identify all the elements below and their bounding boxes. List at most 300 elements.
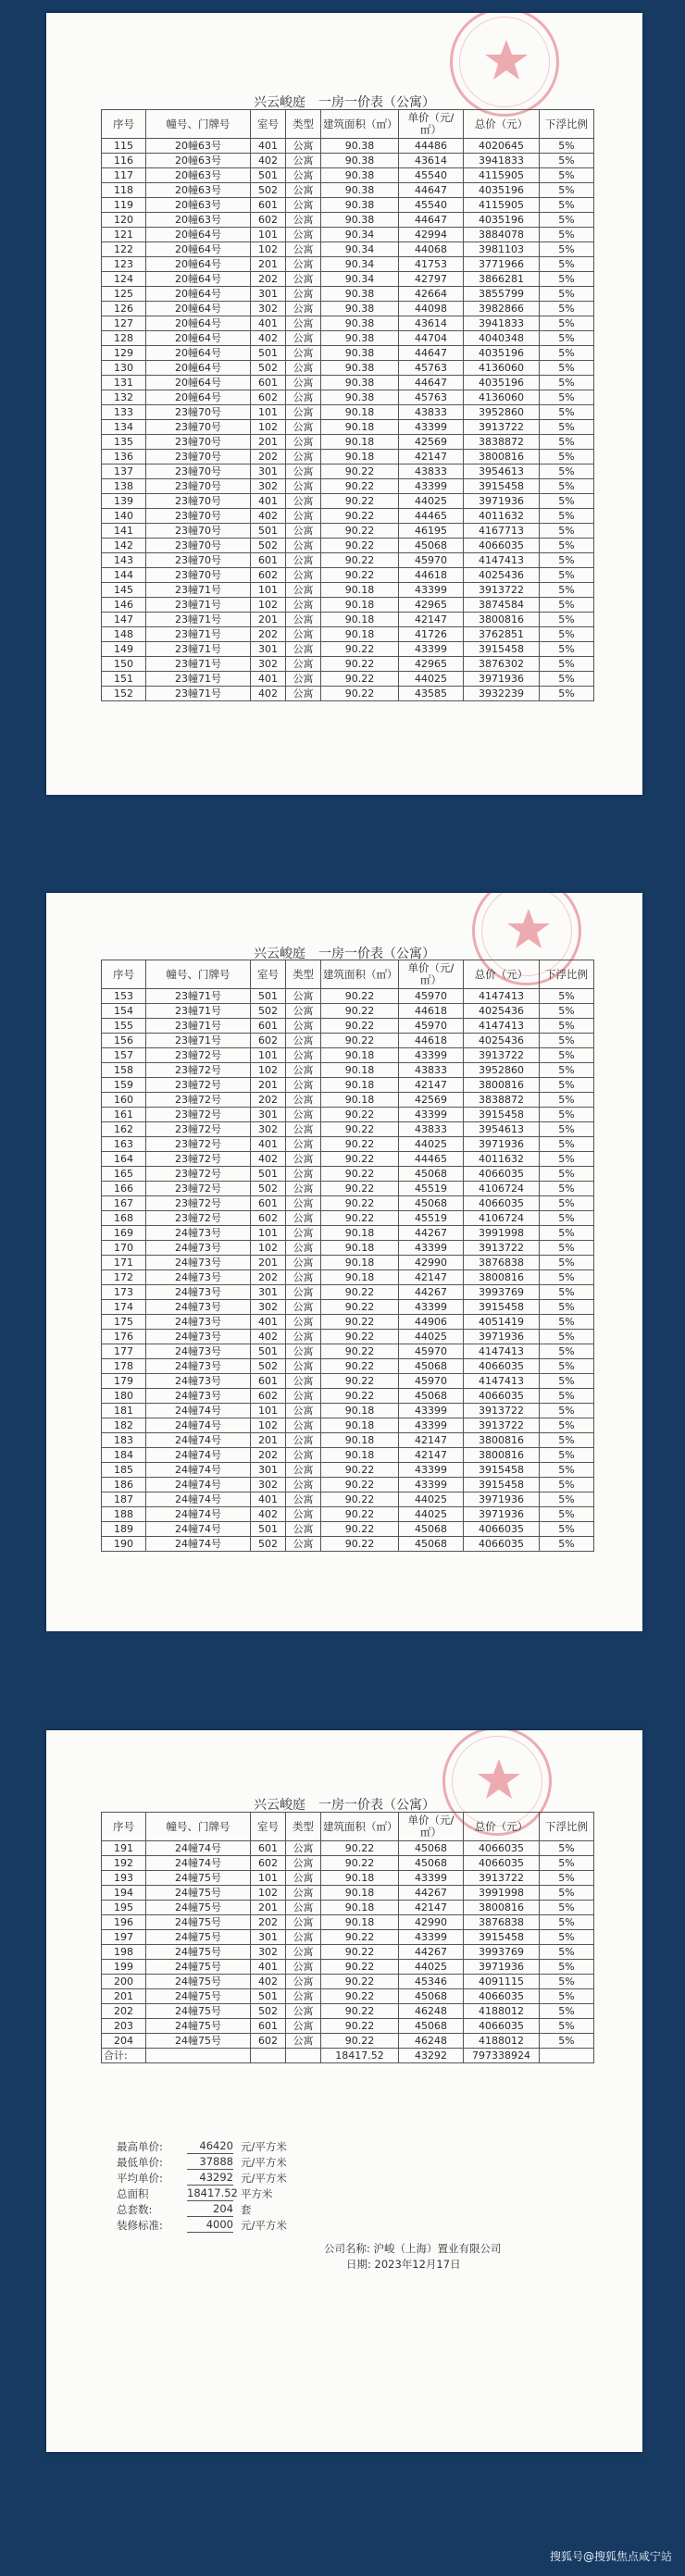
cell-seq: 169 (102, 1226, 146, 1241)
cell-type: 公寓 (286, 1182, 321, 1196)
cell-discount: 5% (540, 1989, 594, 2004)
cell-seq: 137 (102, 464, 146, 479)
cell-building: 23幢72号 (146, 1048, 251, 1063)
cell-room: 302 (251, 1300, 286, 1315)
cell-total-price: 4147413 (464, 1344, 540, 1359)
cell-building: 24幢74号 (146, 1463, 251, 1478)
header-seq: 序号 (102, 960, 146, 989)
cell-unit-price: 43614 (399, 316, 464, 331)
cell-type: 公寓 (286, 989, 321, 1004)
cell-unit-price: 44486 (399, 139, 464, 154)
cell-area: 90.22 (321, 1122, 399, 1137)
cell-seq: 155 (102, 1019, 146, 1034)
cell-seq: 148 (102, 627, 146, 642)
cell-room: 302 (251, 1122, 286, 1137)
cell-building: 23幢71号 (146, 642, 251, 657)
table-row (102, 361, 594, 376)
cell-total-price: 4066035 (464, 1522, 540, 1537)
cell-discount: 5% (540, 390, 594, 405)
cell-unit-price: 45068 (399, 1537, 464, 1552)
cell-seq: 198 (102, 1945, 146, 1960)
cell-unit-price: 42965 (399, 657, 464, 672)
cell-total-price: 3991998 (464, 1886, 540, 1901)
header-area: 建筑面积（㎡） (321, 1813, 399, 1841)
cell-seq: 128 (102, 331, 146, 346)
cell-discount: 5% (540, 1152, 594, 1167)
cell-area: 90.22 (321, 1211, 399, 1226)
cell-type: 公寓 (286, 1478, 321, 1492)
cell-discount: 5% (540, 1063, 594, 1078)
cell-discount: 5% (540, 1211, 594, 1226)
cell-room: 602 (251, 390, 286, 405)
cell-total-price: 3952860 (464, 405, 540, 420)
cell-seq: 157 (102, 1048, 146, 1063)
table-row (102, 242, 594, 257)
cell-area: 90.18 (321, 1418, 399, 1433)
cell-total-price: 4035196 (464, 183, 540, 198)
cell-type: 公寓 (286, 1034, 321, 1048)
cell-type: 公寓 (286, 420, 321, 435)
cell-discount: 5% (540, 450, 594, 464)
cell-building: 20幢63号 (146, 168, 251, 183)
cell-total-price: 4066035 (464, 1856, 540, 1871)
table-row (102, 2019, 594, 2034)
cell-area: 90.22 (321, 509, 399, 524)
cell-room: 501 (251, 1344, 286, 1359)
cell-room: 602 (251, 2034, 286, 2049)
cell-seq: 126 (102, 302, 146, 316)
table-row (102, 613, 594, 627)
table-row (102, 598, 594, 613)
cell-unit-price: 44618 (399, 568, 464, 583)
cell-discount: 5% (540, 361, 594, 376)
sheet-title: 兴云峻庭 一房一价表（公寓） (254, 947, 435, 961)
cell-type: 公寓 (286, 198, 321, 213)
cell-area: 90.22 (321, 1975, 399, 1989)
cell-building: 24幢75号 (146, 1989, 251, 2004)
header-seq: 序号 (102, 1813, 146, 1841)
cell-total-price: 4011632 (464, 509, 540, 524)
cell-unit-price: 44025 (399, 1137, 464, 1152)
cell-building: 20幢63号 (146, 139, 251, 154)
table-row (102, 1108, 594, 1122)
cell-type: 公寓 (286, 168, 321, 183)
cell-seq: 115 (102, 139, 146, 154)
cell-type: 公寓 (286, 1507, 321, 1522)
cell-total-price: 3915458 (464, 642, 540, 657)
cell-room: 102 (251, 598, 286, 613)
cell-area: 90.34 (321, 272, 399, 287)
sheet-title: 兴云峻庭 一房一价表（公寓） (254, 1798, 435, 1813)
cell-discount: 5% (540, 420, 594, 435)
table-row (102, 509, 594, 524)
cell-type: 公寓 (286, 613, 321, 627)
cell-discount: 5% (540, 524, 594, 539)
summary-row: 总面积 18417.52 平方米 (117, 2186, 273, 2200)
cell-room: 402 (251, 687, 286, 701)
cell-room: 202 (251, 1093, 286, 1108)
cell-type: 公寓 (286, 1871, 321, 1886)
cell-unit-price: 44647 (399, 346, 464, 361)
cell-room: 502 (251, 183, 286, 198)
cell-discount: 5% (540, 405, 594, 420)
cell-discount: 5% (540, 1359, 594, 1374)
cell-seq: 167 (102, 1196, 146, 1211)
cell-building: 23幢70号 (146, 420, 251, 435)
cell-total-price: 3971936 (464, 672, 540, 687)
table-row (102, 1841, 594, 1856)
cell-area: 90.22 (321, 672, 399, 687)
cell-total-price: 3981103 (464, 242, 540, 257)
table-row (102, 302, 594, 316)
table-row (102, 1463, 594, 1478)
cell-total-price: 4188012 (464, 2034, 540, 2049)
cell-building: 23幢71号 (146, 1004, 251, 1019)
cell-building: 23幢71号 (146, 989, 251, 1004)
cell-unit-price: 45068 (399, 1196, 464, 1211)
table-row (102, 450, 594, 464)
table-row (102, 524, 594, 539)
cell-building: 24幢73号 (146, 1226, 251, 1241)
cell-area: 90.18 (321, 450, 399, 464)
cell-seq: 196 (102, 1915, 146, 1930)
cell-room: 501 (251, 168, 286, 183)
cell-seq: 199 (102, 1960, 146, 1975)
cell-type: 公寓 (286, 1389, 321, 1404)
cell-building: 24幢74号 (146, 1492, 251, 1507)
cell-building: 20幢63号 (146, 198, 251, 213)
cell-unit-price: 44618 (399, 1004, 464, 1019)
cell-area: 90.22 (321, 479, 399, 494)
cell-seq: 136 (102, 450, 146, 464)
table-row (102, 583, 594, 598)
cell-unit-price: 45068 (399, 1856, 464, 1871)
cell-building: 23幢71号 (146, 598, 251, 613)
cell-type: 公寓 (286, 331, 321, 346)
cell-unit-price: 41753 (399, 257, 464, 272)
cell-unit-price: 45970 (399, 553, 464, 568)
cell-seq: 144 (102, 568, 146, 583)
cell-building: 20幢64号 (146, 257, 251, 272)
cell-seq: 186 (102, 1478, 146, 1492)
cell-total-price: 3993769 (464, 1945, 540, 1960)
header-room: 室号 (251, 110, 286, 139)
table-row (102, 1389, 594, 1404)
cell-building: 20幢64号 (146, 302, 251, 316)
cell-area: 90.22 (321, 1989, 399, 2004)
cell-building: 24幢74号 (146, 1522, 251, 1537)
cell-unit-price: 43399 (399, 1108, 464, 1122)
table-row (102, 642, 594, 657)
cell-building: 24幢74号 (146, 1478, 251, 1492)
cell-room: 401 (251, 1137, 286, 1152)
cell-unit-price: 46248 (399, 2004, 464, 2019)
cell-room: 402 (251, 154, 286, 168)
cell-room: 402 (251, 1975, 286, 1989)
cell-discount: 5% (540, 1478, 594, 1492)
cell-area: 90.22 (321, 568, 399, 583)
cell-room: 102 (251, 1418, 286, 1433)
cell-seq: 163 (102, 1137, 146, 1152)
cell-discount: 5% (540, 287, 594, 302)
total-unit-price: 43292 (399, 2049, 464, 2063)
cell-discount: 5% (540, 272, 594, 287)
cell-total-price: 4147413 (464, 1019, 540, 1034)
cell-area: 90.18 (321, 1270, 399, 1285)
cell-seq: 122 (102, 242, 146, 257)
table-row (102, 1901, 594, 1915)
cell-room: 102 (251, 1886, 286, 1901)
cell-unit-price: 45068 (399, 1522, 464, 1537)
cell-building: 24幢75号 (146, 2019, 251, 2034)
cell-total-price: 4136060 (464, 390, 540, 405)
table-row (102, 316, 594, 331)
cell-seq: 192 (102, 1856, 146, 1871)
cell-unit-price: 45519 (399, 1211, 464, 1226)
cell-total-price: 4106724 (464, 1182, 540, 1196)
cell-room: 201 (251, 1901, 286, 1915)
table-row (102, 376, 594, 390)
cell-building: 23幢71号 (146, 687, 251, 701)
cell-area: 90.22 (321, 642, 399, 657)
cell-room: 601 (251, 2019, 286, 2034)
cell-building: 24幢73号 (146, 1374, 251, 1389)
cell-area: 90.18 (321, 420, 399, 435)
cell-area: 90.18 (321, 1048, 399, 1063)
cell-seq: 141 (102, 524, 146, 539)
cell-seq: 174 (102, 1300, 146, 1315)
table-row (102, 346, 594, 361)
cell-area: 90.18 (321, 1241, 399, 1256)
cell-type: 公寓 (286, 1256, 321, 1270)
cell-unit-price: 44068 (399, 242, 464, 257)
cell-seq: 168 (102, 1211, 146, 1226)
cell-building: 23幢72号 (146, 1122, 251, 1137)
cell-area: 90.22 (321, 1330, 399, 1344)
header-discount: 下浮比例 (540, 110, 594, 139)
cell-seq: 162 (102, 1122, 146, 1137)
cell-total-price: 4136060 (464, 361, 540, 376)
cell-room: 502 (251, 1359, 286, 1374)
cell-area: 90.18 (321, 1404, 399, 1418)
cell-building: 23幢72号 (146, 1167, 251, 1182)
cell-seq: 189 (102, 1522, 146, 1537)
cell-room: 201 (251, 613, 286, 627)
cell-seq: 170 (102, 1241, 146, 1256)
cell-room: 102 (251, 1241, 286, 1256)
cell-building: 24幢75号 (146, 2004, 251, 2019)
cell-unit-price: 42569 (399, 435, 464, 450)
cell-discount: 5% (540, 1330, 594, 1344)
cell-room: 401 (251, 1960, 286, 1975)
table-row (102, 1270, 594, 1285)
cell-building: 24幢75号 (146, 1930, 251, 1945)
cell-discount: 5% (540, 139, 594, 154)
cell-seq: 181 (102, 1404, 146, 1418)
total-area: 18417.52 (321, 2049, 399, 2063)
cell-area: 90.22 (321, 1167, 399, 1182)
cell-discount: 5% (540, 1004, 594, 1019)
cell-area: 90.22 (321, 2034, 399, 2049)
cell-room: 202 (251, 450, 286, 464)
cell-total-price: 4066035 (464, 2019, 540, 2034)
cell-unit-price: 45068 (399, 1989, 464, 2004)
cell-type: 公寓 (286, 1004, 321, 1019)
cell-seq: 117 (102, 168, 146, 183)
cell-seq: 153 (102, 989, 146, 1004)
cell-unit-price: 44465 (399, 509, 464, 524)
cell-area: 90.38 (321, 213, 399, 228)
cell-discount: 5% (540, 1019, 594, 1034)
cell-room: 202 (251, 272, 286, 287)
cell-discount: 5% (540, 1182, 594, 1196)
cell-unit-price: 42147 (399, 1078, 464, 1093)
cell-seq: 135 (102, 435, 146, 450)
cell-unit-price: 42797 (399, 272, 464, 287)
cell-building: 24幢75号 (146, 1886, 251, 1901)
cell-seq: 200 (102, 1975, 146, 1989)
cell-discount: 5% (540, 657, 594, 672)
cell-seq: 202 (102, 2004, 146, 2019)
cell-room: 201 (251, 257, 286, 272)
cell-room: 101 (251, 1226, 286, 1241)
cell-unit-price: 43399 (399, 479, 464, 494)
cell-building: 24幢74号 (146, 1448, 251, 1463)
cell-unit-price: 44267 (399, 1886, 464, 1901)
cell-area: 90.38 (321, 376, 399, 390)
cell-room: 201 (251, 1433, 286, 1448)
cell-unit-price: 42990 (399, 1256, 464, 1270)
cell-room: 602 (251, 1034, 286, 1048)
cell-unit-price: 42664 (399, 287, 464, 302)
cell-unit-price: 43833 (399, 1063, 464, 1078)
cell-discount: 5% (540, 598, 594, 613)
cell-seq: 125 (102, 287, 146, 302)
cell-room: 501 (251, 1167, 286, 1182)
cell-discount: 5% (540, 1945, 594, 1960)
cell-unit-price: 45540 (399, 168, 464, 183)
cell-type: 公寓 (286, 1241, 321, 1256)
cell-building: 24幢74号 (146, 1418, 251, 1433)
cell-area: 90.18 (321, 1256, 399, 1270)
cell-type: 公寓 (286, 1945, 321, 1960)
cell-room: 401 (251, 1492, 286, 1507)
table-row (102, 1048, 594, 1063)
cell-unit-price: 43399 (399, 583, 464, 598)
cell-unit-price: 45970 (399, 989, 464, 1004)
cell-type: 公寓 (286, 450, 321, 464)
cell-seq: 129 (102, 346, 146, 361)
table-row (102, 1211, 594, 1226)
table-row (102, 1226, 594, 1241)
header-building: 幢号、门牌号 (146, 110, 251, 139)
cell-total-price: 3876838 (464, 1256, 540, 1270)
cell-unit-price: 44025 (399, 672, 464, 687)
cell-type: 公寓 (286, 1167, 321, 1182)
cell-area: 90.22 (321, 1300, 399, 1315)
cell-total-price: 3915458 (464, 1300, 540, 1315)
cell-room: 302 (251, 1478, 286, 1492)
cell-type: 公寓 (286, 479, 321, 494)
cell-type: 公寓 (286, 1359, 321, 1374)
cell-total-price: 3915458 (464, 479, 540, 494)
cell-building: 20幢64号 (146, 346, 251, 361)
cell-area: 90.22 (321, 1315, 399, 1330)
cell-type: 公寓 (286, 435, 321, 450)
table-row (102, 1478, 594, 1492)
header-total-price: 总价（元） (464, 1813, 540, 1841)
cell-seq: 133 (102, 405, 146, 420)
cell-unit-price: 43585 (399, 687, 464, 701)
cell-unit-price: 45540 (399, 198, 464, 213)
company-name-label: 公司名称: (324, 2242, 370, 2255)
cell-building: 23幢70号 (146, 405, 251, 420)
cell-unit-price: 42990 (399, 1915, 464, 1930)
table-row (102, 1871, 594, 1886)
cell-type: 公寓 (286, 1063, 321, 1078)
cell-seq: 180 (102, 1389, 146, 1404)
cell-unit-price: 45068 (399, 1841, 464, 1856)
cell-type: 公寓 (286, 1315, 321, 1330)
cell-type: 公寓 (286, 1915, 321, 1930)
cell-type: 公寓 (286, 1856, 321, 1871)
cell-area: 90.18 (321, 613, 399, 627)
cell-room: 602 (251, 1389, 286, 1404)
cell-discount: 5% (540, 228, 594, 242)
header-seq: 序号 (102, 110, 146, 139)
table-row (102, 1300, 594, 1315)
table-row (102, 672, 594, 687)
cell-building: 24幢73号 (146, 1330, 251, 1344)
cell-type: 公寓 (286, 464, 321, 479)
cell-unit-price: 44465 (399, 1152, 464, 1167)
cell-building: 23幢70号 (146, 464, 251, 479)
cell-discount: 5% (540, 1093, 594, 1108)
cell-area: 90.22 (321, 1841, 399, 1856)
cell-discount: 5% (540, 1034, 594, 1048)
cell-building: 23幢70号 (146, 568, 251, 583)
table-row (102, 1078, 594, 1093)
cell-type: 公寓 (286, 213, 321, 228)
cell-room: 301 (251, 287, 286, 302)
cell-type: 公寓 (286, 1841, 321, 1856)
table-row (102, 989, 594, 1004)
cell-room: 601 (251, 1841, 286, 1856)
cell-area: 90.18 (321, 1093, 399, 1108)
cell-type: 公寓 (286, 1537, 321, 1552)
cell-area: 90.22 (321, 1137, 399, 1152)
cell-building: 24幢73号 (146, 1285, 251, 1300)
cell-discount: 5% (540, 642, 594, 657)
cell-room: 201 (251, 1256, 286, 1270)
table-row (102, 1152, 594, 1167)
cell-total-price: 4035196 (464, 346, 540, 361)
table-row (102, 331, 594, 346)
cell-room: 402 (251, 1330, 286, 1344)
cell-total-price: 4147413 (464, 989, 540, 1004)
cell-type: 公寓 (286, 272, 321, 287)
cell-discount: 5% (540, 1048, 594, 1063)
cell-building: 24幢75号 (146, 1975, 251, 1989)
cell-type: 公寓 (286, 154, 321, 168)
cell-total-price: 3855799 (464, 287, 540, 302)
cell-total-price: 3800816 (464, 1270, 540, 1285)
table-header-row (102, 1813, 594, 1841)
cell-area: 90.22 (321, 2019, 399, 2034)
cell-room: 301 (251, 1463, 286, 1478)
cell-total-price: 3800816 (464, 1901, 540, 1915)
cell-building: 20幢64号 (146, 361, 251, 376)
